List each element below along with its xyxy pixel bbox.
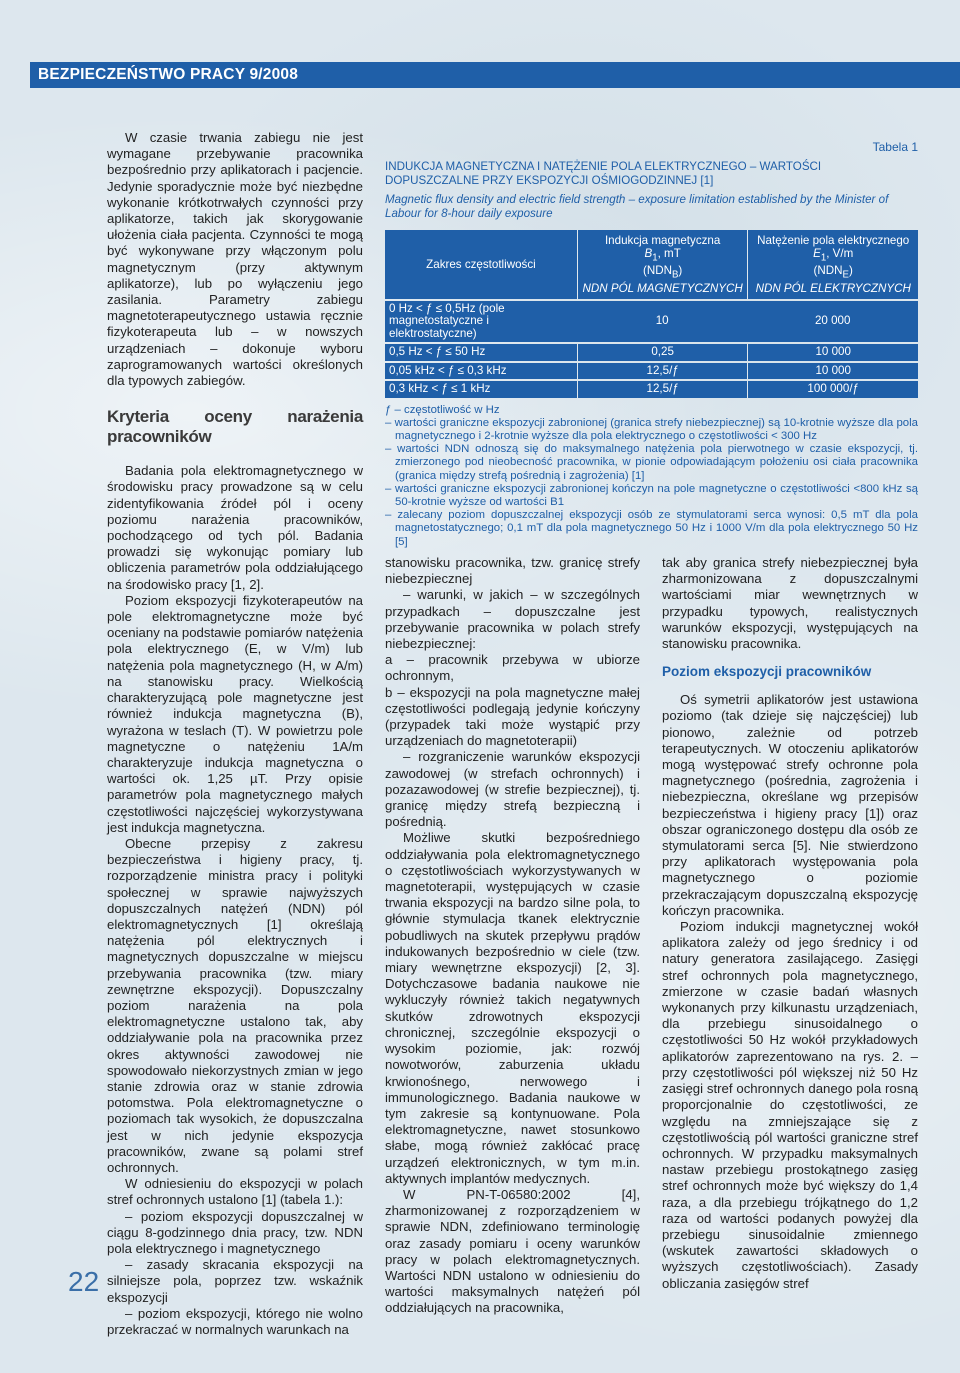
table-row [385,363,918,380]
list-item: – zasady skracania ekspozycji na silniejsze pola, poprzez tzw. wskaźnik ekspozycji [107,1257,363,1305]
paragraph: Obecne przepisy z zakresu bezpieczeństwa i higieny pracy, tj. rozporządzenie ministra pracy i polityki społecznej w sprawie najwyższych dopuszczalnych natężeń (NDN) pól elektromagnetycznych [1] określają natężenia pól elektrycznych i magnetycznych dopuszczalne w miejscu przebywania pracownika (tzw. miary zewnętrzne ekspozycji). Dopuszczalny poziom narażenia na pola elektromagnetyczne ustalono tak, aby oddziaływanie pola na pracownika przez okres aktywności zawodowej nie spowodowało niekorzystnych zmian w jego stanie zdrowia oraz w stanie zdrowia potomstwa. Pola elektromagnetyczne o poziomach tak wysokich, że dopuszczalna jest w nich jedynie ekspozycja pracowników, zwane są polami stref ochronnych. [107,835,363,1175]
cell-b: 0,25 [577,344,748,361]
exposure-limits-table [385,228,918,400]
list-item: – poziom ekspozycji dopuszczalnej w ciągu 8-godzinnego dnia pracy, tzw. NDN pola elektrycznego i magnetycznego [107,1208,363,1256]
journal-header: BEZPIECZEŃSTWO PRACY 9/2008 [30,62,960,88]
cell-b: 10 [577,301,748,343]
cell-b: 12,5/ƒ [577,381,748,398]
cell-b: 12,5/ƒ [577,363,748,380]
page-number: 22 [68,1266,100,1297]
table-title-en: Magnetic flux density and electric field strength – exposure limitation established by the Minister of Labour for 8-hour daily exposure [385,193,889,220]
paragraph: tak aby granica strefy niebezpiecznej była zharmonizowana z dopuszczalnymi wartościami miar wewnętrznych w przypadku typowych, realistycznych warunków ekspozycji, występujących na stanowisku pracownika. [662,555,918,652]
list-item: – rozgraniczenie warunków ekspozycji zawodowej (w strefach ochronnych) i pozazawodowej (w strefie bezpiecznej), tj. granicę między strefą bezpieczną i pośrednią. [385,749,640,830]
table-note: – wartości graniczne ekspozycji zabronionej (granica strefy niebezpiecznej) są 10-krotnie wyższe dla pola magnetycznego i 2-krotnie wyższe dla pola elektrycznego o częstotliwości < 300 Hz [385,416,918,443]
table-header-row [385,230,918,299]
header-frequency-range: Zakres częstotliwości [385,230,577,299]
table-notes [385,404,918,549]
list-item: – warunki, w jakich – w szczególnych przypadkach – dopuszczalne jest przebywanie pracownika w polach strefy niebezpiecznej: [385,587,640,652]
list-item: b – ekspozycji na pola magnetyczne małej częstotliwości podlegają jedynie kończyny (przypadek taki może wystąpić przy urządzeniach do magnetoterapii) [385,684,640,749]
table-note: – wartości graniczne ekspozycji zabronionej kończyn na pole magnetyczne o częstotliwości <800 kHz są 50-krotnie wyższe od wartości B1 [385,482,918,509]
cell-e: 10 000 [747,344,918,361]
list-item: a – pracownik przebywa w ubiorze ochronnym, [385,652,640,684]
paragraph: Oś symetrii aplikatorów jest ustawiona poziomo (tak dzieje się najczęściej) lub pionowo, zależnie od potrzeb terapeutycznych. W otoczeniu aplikatorów mogą występować strefy ochronne pola magnetycznego (pośrednia, zagrożenia i niebezpieczna, określane wg przepisów bezpieczeństwa i higieny pracy [1]) oraz obszar ograniczonego dostępu dla osób ze stymulatorami serca [5]. Nie stwierdzono przy aplikatorach występowania pola magnetycznego o poziomie przekraczającym dopuszczalną ekspozycję kończyn pracownika. [662,692,918,918]
section-heading: Poziom ekspozycji pracowników [662,664,872,680]
text-column-2 [385,555,640,1317]
table-label: Tabela 1 [872,140,918,154]
table-title-pl: INDUKCJA MAGNETYCZNA I NATĘŻENIE POLA ELEKTRYCZNEGO – WARTOŚCI DOPUSZCZALNE PRZY EKSPOZYCJI OŚMIOGODZINNEJ [1] [385,160,822,187]
cell-e: 20 000 [747,301,918,343]
table-row [385,344,918,361]
table-note: – zalecany poziom dopuszczalnej ekspozycji osób ze stymulatorami serca wynosi: 0,5 mT dla pola magnetostatycznego; 0,1 mT dla pola magnetycznego 50 Hz i 1000 V/m dla pola elektrycznego 50 Hz [5] [385,509,918,548]
paragraph: Możliwe skutki bezpośredniego oddziaływania pola elektromagnetycznego o częstotliwościach wykorzystywanych w magnetoterapii, występujących w czasie trwania ekspozycji na bardzo silne pola, to głównie stymulacja tkanek elektrycznie pobudliwych na skutek przepływu prądów indukowanych bezpośrednio w ciele (tzw. miary wewnętrzne ekspozycji) [2, 3]. Dotychczasowe badania naukowe nie wykluczyły również takich negatywnych skutków zdrowotnych ekspozycji chronicznej, szczególnie ekspozycji o wysokim poziomie, jak: rozwój nowotworów, zaburzenia układu krwionośnego, nerwowego i immunologicznego. Badania naukowe w tym zakresie są kontynuowane. Pola elektromagnetyczne, nawet stosunkowo słabe, mogą również zakłócać pracę urządzeń elektronicznych, w tym m.in. aktywnych implantów medycznych. [385,830,640,1186]
cell-e: 10 000 [747,363,918,380]
text-column-3 [662,555,918,1292]
table-note: ƒ – częstotliwość w Hz [385,403,500,416]
header-magnetic-induction: Indukcja magnetyczna $B_1$, mT $(NDN_B)$ NDN PÓL MAGNETYCZNYCH [577,230,748,299]
table-note: – wartości NDN odnoszą się do maksymalnego natężenia pola pierwotnego w czasie ekspozycji, tj. zmierzonego pod nieobecność pracownika, w pionie odpowiadającym położeniu osi ciała pracownika (granica między strefą pośrednią i zagrożenia) [1] [385,443,918,482]
table-section [385,140,918,549]
cell-range: 0,3 kHz < ƒ ≤ 1 kHz [385,381,577,398]
list-item: – poziom ekspozycji, którego nie wolno przekraczać w normalnych warunkach na [107,1305,363,1338]
table-row [385,301,918,343]
paragraph: Poziom indukcji magnetycznej wokół aplikatora zależy od jego średnicy i od natury generatora zasilającego. Zasięgi stref ochronnych pola magnetycznego, zmierzone w czasie badań własnych wykonanych przy kilkunastu urządzeniach, dla przebiegu sinusoidalnego o częstotliwości 50 Hz wokół przykładowych aplikatorów zaprezentowano na rys. 2. – przy częstotliwości pól większej niż 50 Hz zasięgi stref ochronnych danego pola rosną proporcjonalnie do częstotliwości, ze względu na zmniejszające się z częstotliwością pól wartości graniczne stref ochronnych. W przypadku maksymalnych nastaw przebiegu prostokątnego zasięg stref ochronnych może być większy do 1,4 raza, a dla przebiegu trójkątnego do 1,2 raza od wartości podanych powyżej dla przebiegu sinusoidalnie zmiennego (wskutek zawartości składowych o wyższych częstotliwościach). Zasady obliczania zasięgów stref [662,919,918,1291]
paragraph: W PN-T-06580:2002 [4], zharmonizowanej z rozporządzeniem w sprawie NDN, zdefiniowano terminologię oraz zasady pomiaru i oceny warunków pracy w polach elektromagnetycznych. Wartości NDN ustalono w odniesieniu do wartości maksymalnych natężeń pól oddziałujących na pracownika, [385,1186,640,1316]
paragraph: W odniesieniu do ekspozycji w polach stref ochronnych ustalono [1] (tabela 1.): [107,1176,363,1208]
section-heading: Kryteria oceny narażenia pracowników [107,407,363,447]
cell-range: 0,05 kHz < ƒ ≤ 0,3 kHz [385,363,577,380]
text-column-1 [107,130,363,1338]
paragraph: Badania pola elektromagnetycznego w środowisku pracy prowadzone są w celu zidentyfikowania źródeł pól i oceny poziomu narażenia pracowników, pochodzącego od tych pól. Badania prowadzi się wykonując pomiary lub obliczenia parametrów pola oddziałującego na środowisko pracy [1, 2]. [107,463,363,592]
table-row [385,381,918,398]
paragraph: W czasie trwania zabiegu nie jest wymagane przebywanie pracownika bezpośrednio przy aplikatorach i pacjencie. Jedynie sporadycznie może być niezbędne wykonanie krótkotrwałych czynności przy aplikatorze, takich jak skorygowanie ułożenia ciała pacjenta. Czynności te mogą być wykonywane przy włączonym polu magnetycznym (przy aktywnym aplikatorze), lub po wyłączeniu jego zasilania. Parametry zabiegu magnetoterapeutycznego ustawia ręcznie fizykoterapeuta lub – w nowszych urządzeniach – dokonuje wyboru zaprogramowanych wartości określonych dla typowych zabiegów. [107,130,363,389]
cell-range: 0,5 Hz < ƒ ≤ 50 Hz [385,344,577,361]
cell-range: 0 Hz < ƒ ≤ 0,5Hz (pole magnetostatyczne i elektrostatyczne) [385,301,577,343]
paragraph: Poziom ekspozycji fizykoterapeutów na pole elektromagnetyczne może być oceniany na podstawie pomiarów natężenia pola elektrycznego (E, w V/m) lub natężenia pola magnetycznego (H, w A/m) na stanowisku pracy. Wielkością charakteryzującą pole magnetyczne jest również indukcja magnetyczna (B), wyrażona w teslach (T). W powietrzu pole magnetyczne o natężeniu 1A/m charakteryzuje indukcja magnetyczna o wartości ok. 1,25 µT. Przy opisie parametrów pola magnetycznego małych częstotliwości najczęściej wykorzystywana jest indukcja magnetyczna. [107,592,363,835]
header-electric-field: Natężenie pola elektrycznego $E_1$, V/m $(NDN_E)$ NDN PÓL ELEKTRYCZNYCH [747,230,918,299]
paragraph: stanowisku pracownika, tzw. granicę strefy niebezpiecznej [385,555,640,587]
cell-e: 100 000/ƒ [747,381,918,398]
